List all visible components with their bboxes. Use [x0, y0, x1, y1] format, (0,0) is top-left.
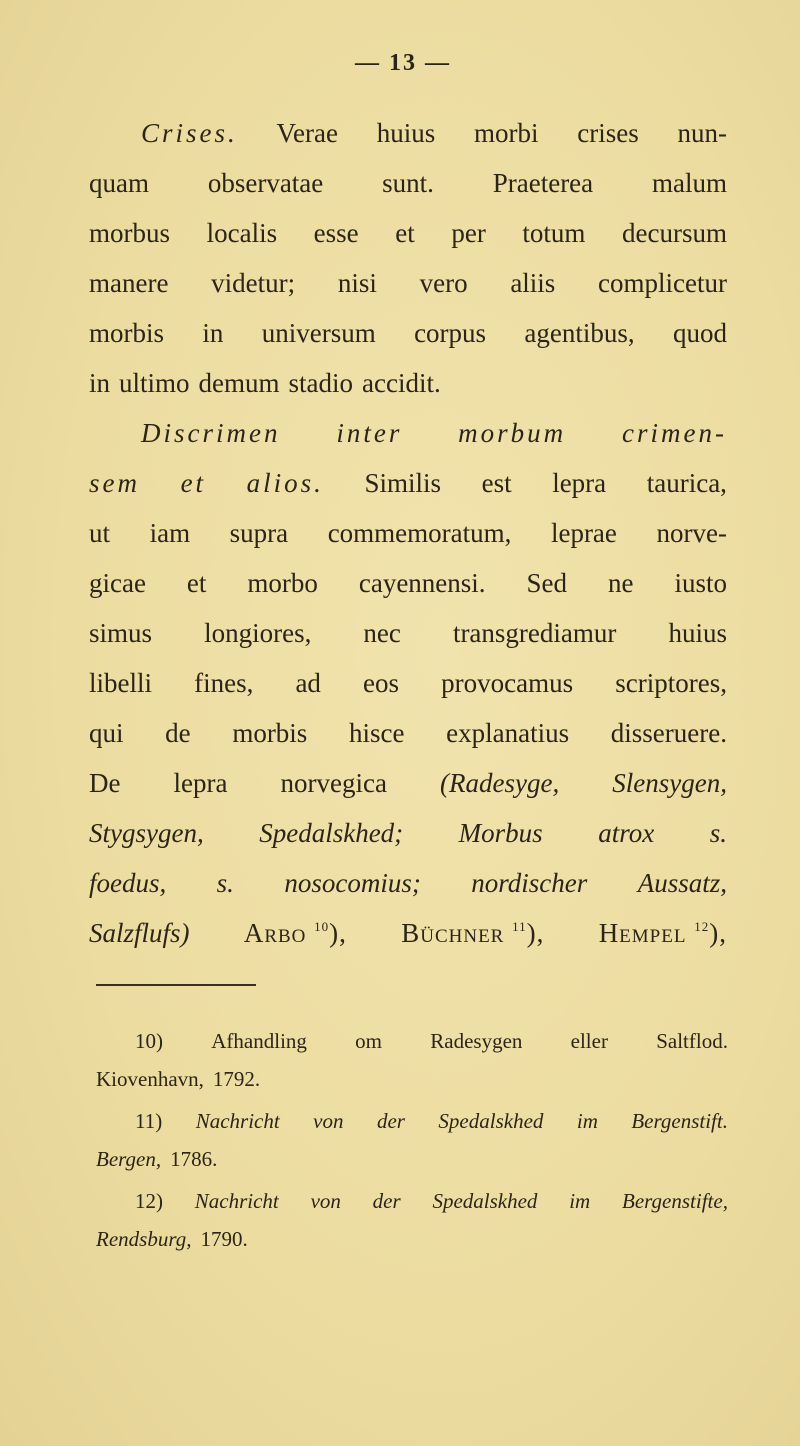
- word: [196, 1102, 280, 1140]
- word: [598, 808, 654, 858]
- word: [89, 758, 120, 808]
- footnote-line: [96, 1022, 728, 1060]
- word-text: Spedalskhed: [438, 1109, 544, 1133]
- word-text: Spedalskhed;: [259, 818, 404, 848]
- word: [615, 658, 727, 708]
- punctuation: ),: [709, 918, 727, 948]
- word: [377, 108, 436, 158]
- word-text: 1790.: [200, 1227, 248, 1251]
- word: [135, 1182, 163, 1220]
- word-text: im: [576, 1109, 598, 1133]
- word-text: et: [180, 468, 207, 498]
- word: [314, 208, 359, 258]
- word-text: nisi: [337, 268, 377, 298]
- word-text: fines,: [194, 668, 254, 698]
- word-text: per: [451, 218, 486, 248]
- word: [647, 458, 727, 508]
- footnote-line: [96, 1060, 728, 1098]
- word-text: von: [313, 1109, 344, 1133]
- word: [656, 508, 726, 558]
- word-text: morbi: [474, 118, 539, 148]
- word: [571, 1022, 608, 1060]
- word: [414, 308, 486, 358]
- word: [89, 558, 146, 608]
- word: [510, 258, 555, 308]
- text-line: [89, 758, 727, 808]
- word-text: accidit.: [362, 368, 441, 398]
- word-text: cayennensi.: [358, 568, 486, 598]
- footnote-reference: 12: [694, 919, 710, 934]
- word: [328, 508, 512, 558]
- word-text: videtur;: [211, 268, 296, 298]
- word: [677, 108, 727, 158]
- word: [208, 158, 323, 208]
- word-text: huius: [668, 618, 727, 648]
- word-text: der: [376, 1109, 405, 1133]
- word-text: simus: [89, 618, 153, 648]
- word: [244, 908, 347, 958]
- word: [395, 208, 415, 258]
- word: [247, 458, 324, 508]
- word-text: Rendsburg,: [96, 1227, 192, 1251]
- word-text: Hempel: [598, 918, 687, 948]
- word-text: scriptores,: [615, 668, 727, 698]
- word: [230, 508, 288, 558]
- word: [259, 808, 403, 858]
- word: [577, 1102, 598, 1140]
- word: [96, 1140, 161, 1178]
- word-text: Nachricht: [195, 1109, 280, 1133]
- text-line: [89, 558, 727, 608]
- word-text: morbis: [232, 718, 308, 748]
- word: [204, 608, 311, 658]
- word-text: localis: [206, 218, 278, 248]
- word: [89, 658, 152, 708]
- footnote: [96, 1182, 728, 1258]
- word-text: Bergen,: [96, 1147, 162, 1171]
- word: [213, 1060, 260, 1098]
- word: [446, 708, 569, 758]
- word: [668, 608, 727, 658]
- word: [174, 758, 228, 808]
- word: [96, 1220, 191, 1258]
- word-text: crimen-: [622, 418, 727, 448]
- word-text: 1786.: [170, 1147, 218, 1171]
- word-text: ultimo: [119, 368, 190, 398]
- word-text: commemoratum,: [327, 518, 512, 548]
- word-text: lepra: [552, 468, 607, 498]
- text-line: [89, 858, 727, 908]
- word-text: Sed: [526, 568, 568, 598]
- word-text: qui: [89, 718, 124, 748]
- word-text: Stygsygen,: [89, 818, 204, 848]
- footnote-line: [96, 1140, 728, 1178]
- word-text: sem: [89, 468, 140, 498]
- word-text: in: [89, 368, 111, 398]
- word-text: morbis: [89, 318, 165, 348]
- footnote-reference: 10: [314, 919, 330, 934]
- text-line: [89, 658, 727, 708]
- word-text: quam: [89, 168, 149, 198]
- word-text: alios.: [246, 468, 324, 498]
- footnote-divider: [96, 984, 256, 986]
- word-text: stadio: [288, 368, 354, 398]
- word: [313, 1102, 343, 1140]
- word-text: et: [186, 568, 207, 598]
- word: [441, 658, 573, 708]
- word-text: decursum: [622, 218, 727, 248]
- word-text: im: [569, 1189, 591, 1213]
- word: [527, 558, 568, 608]
- word-text: esse: [313, 218, 359, 248]
- word-text: Similis: [364, 468, 442, 498]
- footnote-line: [96, 1182, 728, 1220]
- word: [96, 1060, 204, 1098]
- word: [89, 858, 166, 908]
- word-text: norve-: [656, 518, 727, 548]
- word-text: nun-: [677, 118, 727, 148]
- word: [89, 808, 204, 858]
- word: [150, 508, 191, 558]
- word: [474, 108, 539, 158]
- word-text: s.: [709, 818, 727, 848]
- word-text: Praeterea: [492, 168, 594, 198]
- word: [471, 858, 587, 908]
- word-text: transgrediamur: [452, 618, 617, 648]
- word-text: ad: [295, 668, 321, 698]
- word: [89, 708, 124, 758]
- word-text: 1792.: [212, 1067, 261, 1091]
- word-text: De: [89, 768, 121, 798]
- punctuation: ),: [526, 918, 545, 948]
- word: [281, 758, 387, 808]
- word-text: leprae: [550, 518, 617, 548]
- word: [622, 208, 727, 258]
- word-text: Radesygen: [430, 1029, 523, 1053]
- word: [232, 708, 307, 758]
- word: [430, 1022, 522, 1060]
- word: [187, 558, 207, 608]
- word: [377, 1102, 405, 1140]
- word: [277, 108, 338, 158]
- word-text: Bergenstifte,: [622, 1189, 728, 1213]
- text-line: [89, 308, 727, 358]
- word: [165, 708, 190, 758]
- word-text: Büchner: [401, 918, 505, 948]
- word: [551, 508, 617, 558]
- word: [363, 658, 399, 708]
- word-text: ut: [89, 518, 111, 548]
- word: [211, 258, 295, 308]
- word-text: Arbo: [243, 918, 307, 948]
- word-text: nec: [363, 618, 401, 648]
- word: [631, 1102, 728, 1140]
- word-text: taurica,: [646, 468, 727, 498]
- word: [295, 658, 320, 708]
- word: [284, 858, 421, 908]
- word: [194, 658, 253, 708]
- word: [522, 208, 585, 258]
- word-text: Bergenstift.: [631, 1109, 728, 1133]
- word: [363, 608, 400, 658]
- word-text: lepra: [173, 768, 228, 798]
- word-text: Nachricht: [194, 1189, 279, 1213]
- word-text: et: [395, 218, 415, 248]
- word: [195, 1182, 279, 1220]
- word: [598, 258, 727, 308]
- word: [247, 558, 318, 608]
- word-text: iam: [149, 518, 191, 548]
- word: [199, 358, 280, 408]
- word-text: Verae: [276, 118, 338, 148]
- word-text: complicetur: [598, 268, 727, 298]
- footnote-reference: 11: [512, 919, 527, 934]
- word: [135, 1022, 163, 1060]
- word: [577, 108, 638, 158]
- word-text: aliis: [510, 268, 556, 298]
- word: [362, 358, 441, 408]
- word-text: Discrimen: [141, 418, 281, 448]
- word: [89, 458, 140, 508]
- word: [89, 508, 110, 558]
- word: [524, 308, 634, 358]
- word: [202, 308, 223, 358]
- word-text: longiores,: [204, 618, 312, 648]
- word: [453, 608, 616, 658]
- word-text: malum: [652, 168, 727, 198]
- word-text: morbo: [247, 568, 318, 598]
- word: [349, 708, 404, 758]
- word-text: om: [355, 1029, 382, 1053]
- word: [438, 1102, 543, 1140]
- word: [89, 608, 152, 658]
- word: [89, 358, 110, 408]
- word: [673, 308, 727, 358]
- word: [599, 908, 727, 958]
- word-text: vero: [419, 268, 468, 298]
- word: [451, 208, 485, 258]
- word-text: corpus: [414, 318, 487, 348]
- page-number: — 13 —: [355, 50, 451, 76]
- word: [382, 158, 434, 208]
- word-text: iusto: [674, 568, 727, 598]
- word-text: nosocomius;: [284, 868, 421, 898]
- word-text: Afhandling: [211, 1029, 307, 1053]
- word-text: foedus,: [89, 868, 167, 898]
- word-text: Slensygen,: [612, 768, 727, 798]
- word: [552, 458, 606, 508]
- word-text: manere: [89, 268, 169, 298]
- footnote: [96, 1102, 728, 1178]
- word: [401, 908, 544, 958]
- text-line: [89, 358, 727, 408]
- word-text: gicae: [89, 568, 146, 598]
- word: [336, 408, 402, 458]
- word-text: 11): [135, 1109, 163, 1133]
- word-text: hisce: [348, 718, 405, 748]
- text-line: [89, 908, 727, 958]
- word-text: eller: [570, 1029, 608, 1053]
- word: [141, 108, 238, 158]
- word: [89, 158, 149, 208]
- word-text: inter: [336, 418, 403, 448]
- word-text: disseruere.: [610, 718, 727, 748]
- word: [569, 1182, 590, 1220]
- word: [119, 358, 190, 408]
- word: [262, 308, 376, 358]
- word: [612, 758, 727, 808]
- footnote: [96, 1022, 728, 1098]
- word-text: demum: [198, 368, 280, 398]
- word: [89, 908, 190, 958]
- word-text: Salzflufs): [89, 918, 190, 948]
- word-text: in: [202, 318, 224, 348]
- word: [217, 858, 234, 908]
- text-line: [89, 258, 727, 308]
- word-text: supra: [229, 518, 289, 548]
- word-text: crises: [577, 118, 639, 148]
- word: [608, 558, 633, 608]
- word: [656, 1022, 728, 1060]
- word-text: 10): [135, 1029, 163, 1053]
- word-text: Kiovenhavn,: [96, 1067, 204, 1091]
- word: [638, 858, 727, 908]
- word: [458, 408, 566, 458]
- text-line: [89, 458, 727, 508]
- word-text: Spedalskhed: [432, 1189, 538, 1213]
- word-text: quod: [672, 318, 727, 348]
- word: [459, 808, 543, 858]
- word: [611, 708, 727, 758]
- word: [289, 358, 354, 408]
- word: [141, 408, 280, 458]
- text-line: [89, 108, 727, 158]
- word: [311, 1182, 341, 1220]
- word: [365, 458, 442, 508]
- word: [338, 258, 377, 308]
- word: [622, 408, 727, 458]
- word: [355, 1022, 382, 1060]
- text-line: [89, 158, 727, 208]
- word-text: est: [481, 468, 512, 498]
- word-text: norvegica: [280, 768, 387, 798]
- word: [710, 808, 727, 858]
- word: [493, 158, 593, 208]
- footnote-line: [96, 1102, 728, 1140]
- body-text: [89, 108, 727, 958]
- word: [135, 1102, 162, 1140]
- word-text: de: [165, 718, 191, 748]
- text-line: [89, 708, 727, 758]
- word-text: Aussatz,: [637, 868, 727, 898]
- word-text: nordischer: [471, 868, 588, 898]
- word-text: der: [372, 1189, 401, 1213]
- word-text: explanatius: [446, 718, 570, 748]
- text-line: [89, 408, 727, 458]
- punctuation: ),: [329, 918, 347, 948]
- text-line: [89, 608, 727, 658]
- word-text: observatae: [207, 168, 324, 198]
- word: [207, 208, 277, 258]
- word: [89, 308, 164, 358]
- word: [674, 558, 727, 608]
- word: [200, 1220, 247, 1258]
- word-text: morbum: [458, 418, 567, 448]
- word-text: Saltflod.: [656, 1029, 728, 1053]
- word-text: Crises.: [141, 118, 238, 148]
- footnote-line: [96, 1220, 728, 1258]
- text-line: [89, 808, 727, 858]
- word: [420, 258, 468, 308]
- word: [89, 208, 170, 258]
- word: [440, 758, 559, 808]
- word-text: libelli: [89, 668, 152, 698]
- word: [181, 458, 207, 508]
- word: [373, 1182, 401, 1220]
- word-text: provocamus: [441, 668, 574, 698]
- text-line: [89, 208, 727, 258]
- word-text: huius: [376, 118, 436, 148]
- word: [211, 1022, 307, 1060]
- word-text: atrox: [598, 818, 655, 848]
- word: [170, 1140, 217, 1178]
- word: [652, 158, 727, 208]
- word: [359, 558, 486, 608]
- word-text: eos: [363, 668, 400, 698]
- footnotes: [96, 1022, 728, 1262]
- word-text: ne: [608, 568, 634, 598]
- word-text: universum: [261, 318, 376, 348]
- word-text: agentibus,: [524, 318, 635, 348]
- word-text: morbus: [89, 218, 170, 248]
- text-line: [89, 508, 727, 558]
- word-text: (Radesyge,: [440, 768, 560, 798]
- word: [432, 1182, 537, 1220]
- word-text: Morbus: [458, 818, 543, 848]
- word-text: 12): [135, 1189, 163, 1213]
- word: [482, 458, 512, 508]
- word: [89, 258, 168, 308]
- word-text: sunt.: [382, 168, 434, 198]
- word: [622, 1182, 728, 1220]
- word-text: s.: [216, 868, 234, 898]
- word-text: von: [310, 1189, 341, 1213]
- word-text: totum: [522, 218, 586, 248]
